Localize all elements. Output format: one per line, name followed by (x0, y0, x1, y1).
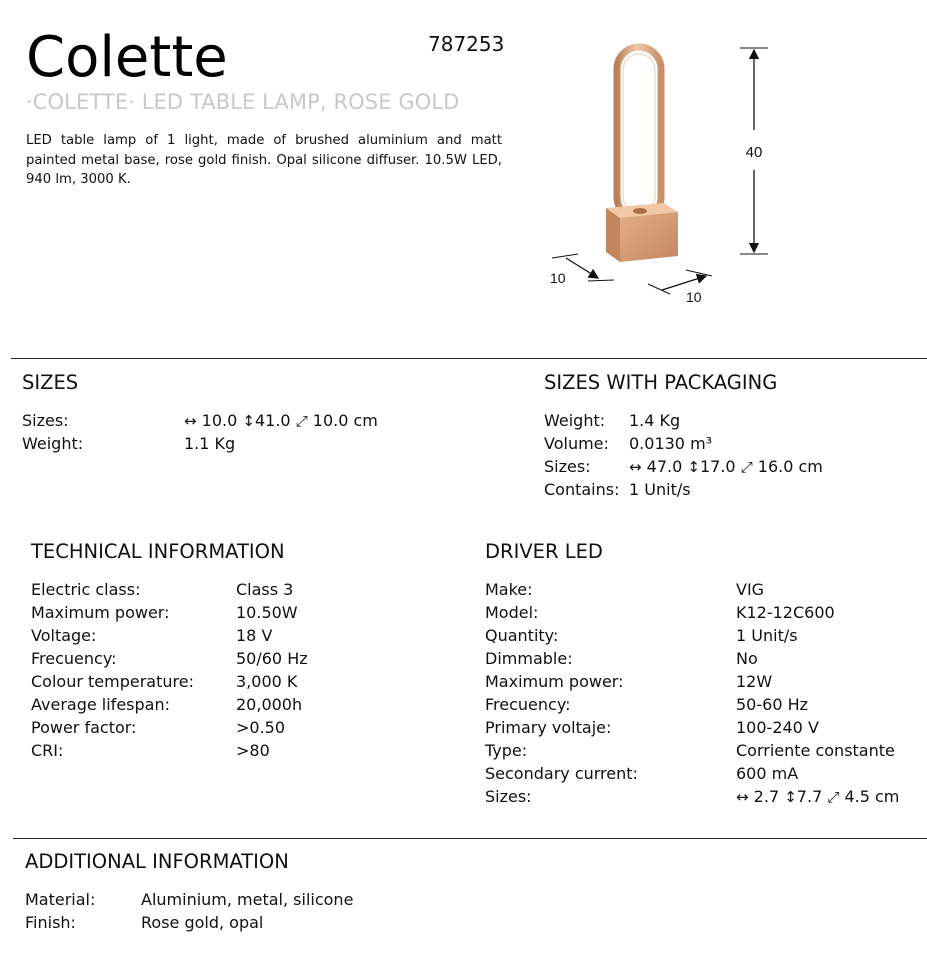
technical-value: 18 V (236, 626, 273, 645)
driver-value: 100-240 V (736, 718, 819, 737)
packaging-sizes-row (544, 455, 924, 478)
technical-label: Average lifespan: (31, 695, 170, 714)
technical-list (31, 578, 451, 762)
packaging-weight-label: Weight: (544, 411, 606, 430)
material-value: Aluminium, metal, silicone (141, 890, 354, 909)
driver-label: Secondary current: (485, 764, 638, 783)
product-subtitle: ·COLETTE· LED TABLE LAMP, ROSE GOLD (26, 90, 460, 114)
packaging-width: 47.0 (646, 457, 683, 476)
driver-label: Make: (485, 580, 533, 599)
driver-height: 7.7 (796, 787, 823, 806)
packaging-weight-value: 1.4 Kg (629, 411, 681, 430)
sizes-list (22, 409, 502, 455)
sizes-row (22, 409, 502, 432)
weight-value: 1.1 Kg (184, 434, 236, 453)
divider (11, 358, 927, 359)
sizes-depth: 10.0 cm (312, 411, 378, 430)
product-description: LED table lamp of 1 light, made of brushed aluminium and matt painted metal base, rose gold finish. Opal silicone diffuser. 10.5W LED, 940 lm, 3000 K. (26, 133, 502, 187)
width-arrow-icon: ↔ (736, 788, 749, 806)
technical-row (31, 670, 451, 693)
driver-sizes-label: Sizes: (485, 787, 532, 806)
driver-value: 12W (736, 672, 773, 691)
sizes-title: SIZES (22, 371, 79, 394)
technical-value: 20,000h (236, 695, 303, 714)
sizes-label: Sizes: (22, 411, 69, 430)
technical-row (31, 739, 451, 762)
technical-row (31, 624, 451, 647)
finish-row (25, 911, 525, 934)
lamp-technical-drawing (540, 40, 780, 310)
driver-value: 600 mA (736, 764, 799, 783)
additional-list (25, 888, 525, 934)
packaging-height: 17.0 (699, 457, 736, 476)
width-arrow-icon: ↔ (629, 458, 642, 476)
depth-dimension (550, 254, 614, 286)
driver-label: Primary voltaje: (485, 718, 612, 737)
technical-value: Class 3 (236, 580, 294, 599)
technical-value: 50/60 Hz (236, 649, 308, 668)
packaging-list (544, 409, 924, 501)
driver-row (485, 762, 925, 785)
driver-sizes-row (485, 785, 925, 808)
weight-row (22, 432, 502, 455)
driver-label: Maximum power: (485, 672, 624, 691)
product-name: Colette (26, 25, 228, 90)
height-arrow-icon: ↕ (687, 458, 700, 476)
driver-row (485, 624, 925, 647)
driver-label: Type: (485, 741, 528, 760)
driver-label: Frecuency: (485, 695, 571, 714)
driver-row (485, 716, 925, 739)
technical-value: >80 (236, 741, 270, 760)
finish-value: Rose gold, opal (141, 913, 264, 932)
driver-value: Corriente constante (736, 741, 895, 760)
product-reference: 787253 (428, 32, 505, 56)
technical-label: Voltage: (31, 626, 97, 645)
technical-label: Maximum power: (31, 603, 170, 622)
driver-row (485, 647, 925, 670)
driver-value: 50-60 Hz (736, 695, 809, 714)
additional-title: ADDITIONAL INFORMATION (25, 850, 289, 873)
width-arrow-icon: ↔ (184, 412, 197, 430)
width-label: 10 (686, 289, 702, 305)
depth-arrow-icon: ⤢ (295, 412, 308, 430)
driver-label: Dimmable: (485, 649, 573, 668)
packaging-volume-value: 0.0130 m³ (629, 434, 713, 453)
depth-arrow-icon: ⤢ (827, 788, 840, 806)
packaging-weight-row (544, 409, 924, 432)
packaging-depth: 16.0 cm (757, 457, 823, 476)
height-label: 40 (745, 144, 763, 161)
depth-label: 10 (550, 270, 566, 286)
driver-label: Model: (485, 603, 539, 622)
packaging-contains-label: Contains: (544, 480, 620, 499)
divider (13, 838, 927, 839)
driver-row (485, 601, 925, 624)
finish-label: Finish: (25, 913, 76, 932)
packaging-sizes-label: Sizes: (544, 457, 591, 476)
driver-value: No (736, 649, 758, 668)
driver-depth: 4.5 cm (844, 787, 900, 806)
driver-row (485, 739, 925, 762)
packaging-contains-value: 1 Unit/s (629, 480, 691, 499)
technical-row (31, 716, 451, 739)
driver-value: VIG (736, 580, 765, 599)
driver-list (485, 578, 925, 808)
lamp-ring (617, 47, 661, 219)
material-row (25, 888, 525, 911)
height-arrow-icon: ↕ (242, 412, 255, 430)
technical-row (31, 578, 451, 601)
lamp-base (606, 203, 678, 262)
driver-width: 2.7 (753, 787, 780, 806)
sizes-width: 10.0 (201, 411, 238, 430)
driver-value: 1 Unit/s (736, 626, 798, 645)
depth-arrow-icon: ⤢ (740, 458, 753, 476)
driver-row (485, 578, 925, 601)
weight-label: Weight: (22, 434, 84, 453)
technical-value: 3,000 K (236, 672, 298, 691)
technical-label: Electric class: (31, 580, 141, 599)
sizes-height: 41.0 (254, 411, 291, 430)
driver-title: DRIVER LED (485, 540, 603, 563)
technical-row (31, 647, 451, 670)
height-dimension (740, 48, 768, 254)
packaging-volume-label: Volume: (544, 434, 609, 453)
technical-label: Colour temperature: (31, 672, 194, 691)
height-arrow-icon: ↕ (784, 788, 797, 806)
technical-row (31, 601, 451, 624)
technical-value: >0.50 (236, 718, 286, 737)
material-label: Material: (25, 890, 96, 909)
technical-label: Frecuency: (31, 649, 117, 668)
technical-label: CRI: (31, 741, 64, 760)
driver-row (485, 670, 925, 693)
sizes-value (184, 409, 378, 433)
driver-sizes-value (736, 785, 899, 809)
width-dimension (648, 270, 712, 305)
driver-row (485, 693, 925, 716)
packaging-sizes-value (629, 455, 823, 479)
driver-label: Quantity: (485, 626, 559, 645)
technical-label: Power factor: (31, 718, 137, 737)
driver-rows (485, 578, 925, 785)
technical-row (31, 693, 451, 716)
technical-title: TECHNICAL INFORMATION (31, 540, 285, 563)
packaging-volume-row (544, 432, 924, 455)
packaging-title: SIZES WITH PACKAGING (544, 371, 778, 394)
technical-value: 10.50W (236, 603, 298, 622)
driver-value: K12-12C600 (736, 603, 835, 622)
packaging-contains-row (544, 478, 924, 501)
